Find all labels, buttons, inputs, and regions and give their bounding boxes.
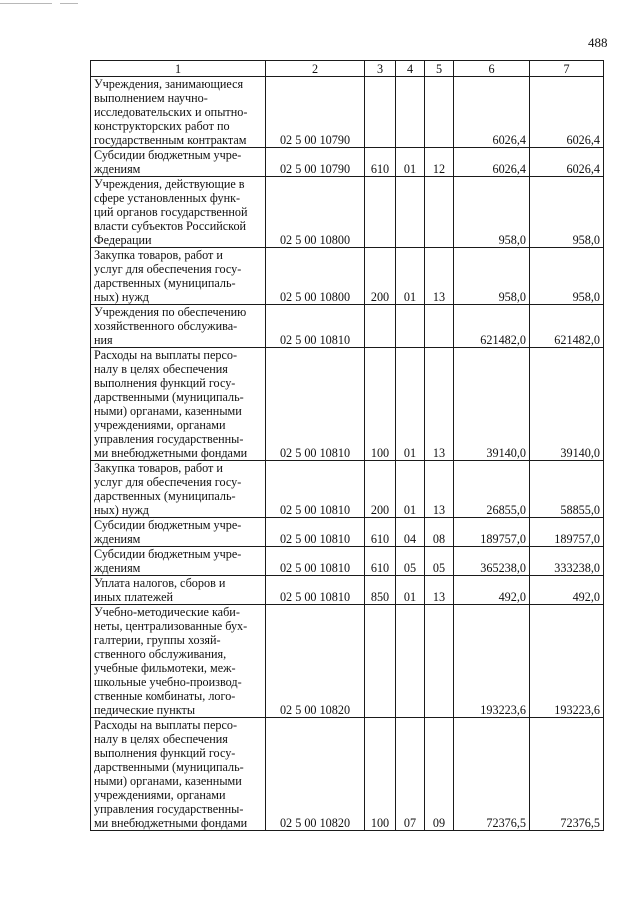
- expense-name-line: Закупка товаров, работ и: [94, 461, 223, 475]
- table-row: [91, 148, 604, 177]
- amount-year-1: 958,0: [454, 248, 530, 305]
- expense-name-line: ственные комбинаты, лого-: [94, 689, 236, 703]
- amount-year-2: 333238,0: [530, 547, 604, 576]
- section-code: 01: [396, 348, 425, 461]
- expense-name: [91, 718, 266, 831]
- amount-year-2: 58855,0: [530, 461, 604, 518]
- amount-year-1: 958,0: [454, 177, 530, 248]
- amount-year-1: 6026,4: [454, 148, 530, 177]
- subsection-code: 08: [425, 518, 454, 547]
- subsection-code: [425, 77, 454, 148]
- target-article-code: 02 5 00 10790: [266, 148, 365, 177]
- amount-year-2: 621482,0: [530, 305, 604, 348]
- subsection-code: 13: [425, 576, 454, 605]
- amount-year-2: 6026,4: [530, 77, 604, 148]
- table-row: [91, 305, 604, 348]
- table-row: [91, 248, 604, 305]
- expense-name-line: галтерии, группы хозяй-: [94, 633, 221, 647]
- expense-type-code: [365, 605, 396, 718]
- table-row: [91, 77, 604, 148]
- amount-year-1: 72376,5: [454, 718, 530, 831]
- subsection-code: 09: [425, 718, 454, 831]
- amount-year-1: 39140,0: [454, 348, 530, 461]
- expense-type-code: 100: [365, 718, 396, 831]
- expense-name-line: неты, централизованные бух-: [94, 619, 248, 633]
- table-row: [91, 461, 604, 518]
- target-article-code: 02 5 00 10810: [266, 348, 365, 461]
- amount-year-2: 492,0: [530, 576, 604, 605]
- target-article-code: 02 5 00 10810: [266, 461, 365, 518]
- amount-year-2: 39140,0: [530, 348, 604, 461]
- expense-name: [91, 305, 266, 348]
- section-code: [396, 305, 425, 348]
- expense-name-line: сфере установленных функ-: [94, 191, 241, 205]
- expense-name-line: ных) нужд: [94, 503, 149, 517]
- expense-name: [91, 518, 266, 547]
- expense-name-line: Учреждения, занимающиеся: [94, 77, 244, 91]
- expense-name-line: Расходы на выплаты персо-: [94, 718, 238, 732]
- column-header: 5: [425, 61, 454, 77]
- expense-type-code: 100: [365, 348, 396, 461]
- column-header: 2: [266, 61, 365, 77]
- amount-year-2: 6026,4: [530, 148, 604, 177]
- expense-type-code: 200: [365, 248, 396, 305]
- section-code: [396, 177, 425, 248]
- expense-type-code: 610: [365, 518, 396, 547]
- expense-name-line: хозяйственного обслужива-: [94, 319, 238, 333]
- expense-name-line: ными) органами, казенными: [94, 404, 242, 418]
- budget-table: [90, 60, 604, 831]
- expense-type-code: 610: [365, 148, 396, 177]
- expense-name-line: выполнения функций госу-: [94, 376, 236, 390]
- expense-name-line: ных) нужд: [94, 290, 149, 304]
- expense-name-line: услуг для обеспечения госу-: [94, 475, 242, 489]
- scan-edge-mark: [60, 3, 78, 4]
- expense-name-line: ми внебюджетными фондами: [94, 446, 248, 460]
- subsection-code: [425, 305, 454, 348]
- section-code: 01: [396, 461, 425, 518]
- amount-year-2: 72376,5: [530, 718, 604, 831]
- expense-type-code: 850: [365, 576, 396, 605]
- table-row: [91, 576, 604, 605]
- target-article-code: 02 5 00 10790: [266, 77, 365, 148]
- amount-year-1: 6026,4: [454, 77, 530, 148]
- expense-name-line: ния: [94, 333, 113, 347]
- expense-name-line: учреждениями, органами: [94, 788, 226, 802]
- column-header: 7: [530, 61, 604, 77]
- expense-name-line: Закупка товаров, работ и: [94, 248, 223, 262]
- expense-type-code: 200: [365, 461, 396, 518]
- expense-type-code: [365, 177, 396, 248]
- expense-name-line: власти субъектов Российской: [94, 219, 247, 233]
- column-header-row: [91, 61, 604, 77]
- expense-name-line: Субсидии бюджетным учре-: [94, 518, 242, 532]
- amount-year-1: 492,0: [454, 576, 530, 605]
- expense-name-line: исследовательских и опытно-: [94, 105, 248, 119]
- section-code: [396, 605, 425, 718]
- expense-name-line: Расходы на выплаты персо-: [94, 348, 238, 362]
- target-article-code: 02 5 00 10810: [266, 547, 365, 576]
- expense-name-line: управления государственны-: [94, 432, 244, 446]
- expense-name-line: Субсидии бюджетным учре-: [94, 547, 242, 561]
- amount-year-1: 189757,0: [454, 518, 530, 547]
- subsection-code: [425, 605, 454, 718]
- expense-name-line: учебные фильмотеки, меж-: [94, 661, 236, 675]
- expense-name: [91, 348, 266, 461]
- expense-name: [91, 177, 266, 248]
- expense-name-line: услуг для обеспечения госу-: [94, 262, 242, 276]
- amount-year-1: 365238,0: [454, 547, 530, 576]
- section-code: 05: [396, 547, 425, 576]
- section-code: 01: [396, 148, 425, 177]
- expense-name: [91, 148, 266, 177]
- expense-name-line: управления государственны-: [94, 802, 244, 816]
- target-article-code: 02 5 00 10800: [266, 177, 365, 248]
- expense-name: [91, 605, 266, 718]
- expense-name-line: иных платежей: [94, 590, 173, 604]
- section-code: [396, 77, 425, 148]
- expense-name-line: Учреждения по обеспечению: [94, 305, 247, 319]
- expense-name-line: налу в целях обеспечения: [94, 732, 228, 746]
- expense-name-line: Учреждения, действующие в: [94, 177, 245, 191]
- target-article-code: 02 5 00 10810: [266, 305, 365, 348]
- table-row: [91, 177, 604, 248]
- expense-name: [91, 248, 266, 305]
- section-code: 07: [396, 718, 425, 831]
- table-row: [91, 605, 604, 718]
- expense-name-line: ными) органами, казенными: [94, 774, 242, 788]
- column-header: 6: [454, 61, 530, 77]
- target-article-code: 02 5 00 10800: [266, 248, 365, 305]
- expense-name-line: ственного обслуживания,: [94, 647, 227, 661]
- section-code: 01: [396, 576, 425, 605]
- expense-name: [91, 576, 266, 605]
- subsection-code: 13: [425, 348, 454, 461]
- expense-name-line: ми внебюджетными фондами: [94, 816, 248, 830]
- expense-name: [91, 547, 266, 576]
- expense-name-line: дарственными (муниципаль-: [94, 760, 244, 774]
- subsection-code: 13: [425, 248, 454, 305]
- column-header: 3: [365, 61, 396, 77]
- expense-type-code: [365, 77, 396, 148]
- expense-name-line: конструкторских работ по: [94, 119, 230, 133]
- amount-year-1: 26855,0: [454, 461, 530, 518]
- amount-year-1: 621482,0: [454, 305, 530, 348]
- subsection-code: 12: [425, 148, 454, 177]
- expense-type-code: 610: [365, 547, 396, 576]
- expense-name-line: ждениям: [94, 162, 141, 176]
- column-header: 4: [396, 61, 425, 77]
- table-row: [91, 518, 604, 547]
- expense-name-line: государственным контрактам: [94, 133, 247, 147]
- expense-name-line: Федерации: [94, 233, 152, 247]
- expense-name-line: налу в целях обеспечения: [94, 362, 228, 376]
- target-article-code: 02 5 00 10810: [266, 518, 365, 547]
- target-article-code: 02 5 00 10820: [266, 718, 365, 831]
- page-number: 488: [588, 35, 608, 50]
- subsection-code: 05: [425, 547, 454, 576]
- expense-name-line: педические пункты: [94, 703, 196, 717]
- expense-name-line: Субсидии бюджетным учре-: [94, 148, 242, 162]
- expense-name-line: школьные учебно-производ-: [94, 675, 242, 689]
- amount-year-2: 189757,0: [530, 518, 604, 547]
- target-article-code: 02 5 00 10820: [266, 605, 365, 718]
- subsection-code: [425, 177, 454, 248]
- expense-name-line: Уплата налогов, сборов и: [94, 576, 226, 590]
- expense-name-line: выполнением научно-: [94, 91, 208, 105]
- subsection-code: 13: [425, 461, 454, 518]
- amount-year-2: 958,0: [530, 248, 604, 305]
- expense-name: [91, 77, 266, 148]
- expense-name-line: ждениям: [94, 561, 141, 575]
- expense-name-line: дарственными (муниципаль-: [94, 390, 244, 404]
- expense-name: [91, 461, 266, 518]
- expense-name-line: учреждениями, органами: [94, 418, 226, 432]
- table-row: [91, 718, 604, 831]
- expense-name-line: Учебно-методические каби-: [94, 605, 240, 619]
- section-code: 01: [396, 248, 425, 305]
- target-article-code: 02 5 00 10810: [266, 576, 365, 605]
- expense-name-line: дарственных (муниципаль-: [94, 276, 236, 290]
- amount-year-1: 193223,6: [454, 605, 530, 718]
- table-row: [91, 547, 604, 576]
- amount-year-2: 958,0: [530, 177, 604, 248]
- column-header: 1: [91, 61, 266, 77]
- section-code: 04: [396, 518, 425, 547]
- expense-name-line: выполнения функций госу-: [94, 746, 236, 760]
- expense-name-line: дарственных (муниципаль-: [94, 489, 236, 503]
- amount-year-2: 193223,6: [530, 605, 604, 718]
- expense-name-line: ждениям: [94, 532, 141, 546]
- scan-edge-mark: [0, 3, 52, 4]
- table-row: [91, 348, 604, 461]
- expense-type-code: [365, 305, 396, 348]
- expense-name-line: ций органов государственной: [94, 205, 248, 219]
